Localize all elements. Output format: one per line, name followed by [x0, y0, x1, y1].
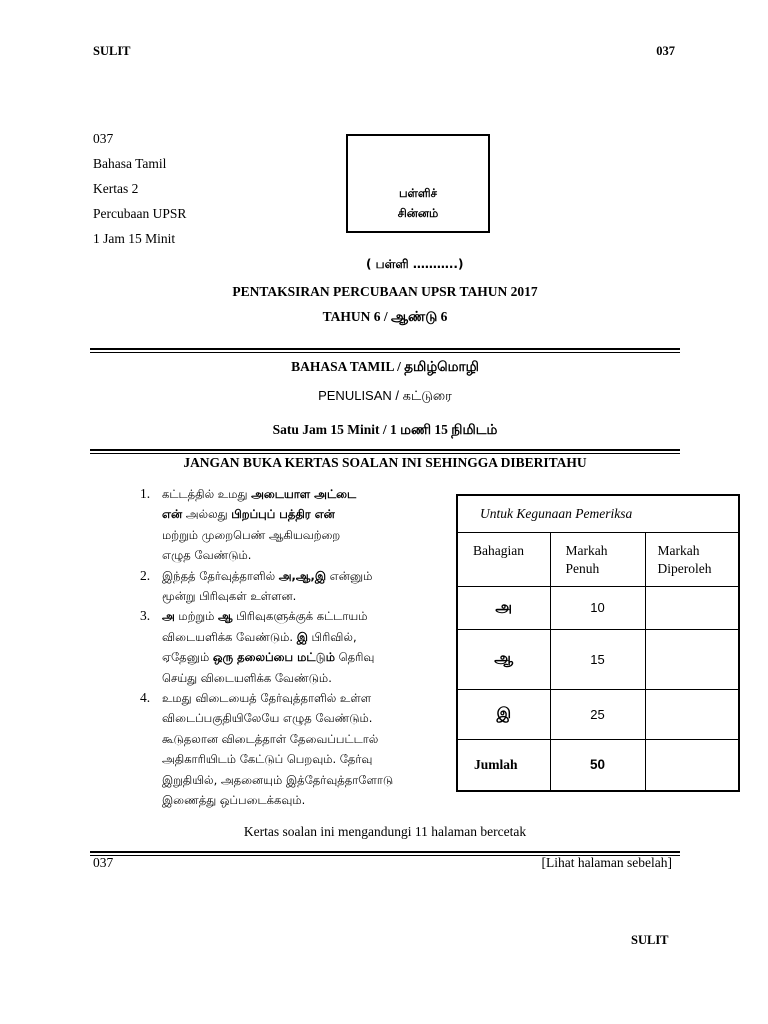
instruction-line — [162, 770, 454, 790]
full-marks-value: 10 — [550, 586, 645, 629]
classification-mark-top: SULIT — [93, 44, 131, 58]
paper-info — [93, 126, 186, 251]
classification-mark-bottom: SULIT — [631, 933, 669, 947]
instruction-text: ஏதேனும் — [162, 650, 213, 665]
exam-duration: 1 Jam 15 Minit — [93, 231, 176, 246]
marks-obtained-cell — [645, 739, 739, 791]
paper-number: Kertas 2 — [93, 181, 139, 196]
instruction-line — [162, 545, 454, 565]
table-title: Untuk Kegunaan Pemeriksa — [457, 495, 739, 532]
instruction-text: பிரிவில், — [307, 629, 357, 644]
instruction-emphasis: அ,ஆ,இ — [278, 568, 327, 583]
subject-name: Bahasa Tamil — [93, 156, 167, 171]
school-name: ( பள்ளி ………..) — [366, 257, 464, 271]
instruction-line — [162, 627, 454, 647]
instruction-emphasis: என் — [162, 507, 183, 522]
instruction-text: எழுத வேண்டும். — [162, 548, 252, 563]
instruction-line — [162, 606, 454, 626]
instruction-line — [162, 586, 454, 606]
paper-code: 037 — [93, 131, 114, 146]
year-level: TAHUN 6 / ஆண்டு 6 — [322, 309, 448, 324]
double-rule — [90, 348, 680, 353]
full-marks-value: 15 — [550, 629, 645, 689]
instruction-text: பிரிவுகளுக்குக் கட்டாயம் — [232, 609, 368, 624]
table-row — [457, 629, 739, 689]
instruction-line — [162, 647, 454, 667]
header-full-marks: Markah Penuh — [550, 532, 645, 586]
section-label: ஆ — [457, 629, 550, 689]
instruction-line — [162, 668, 454, 688]
instruction-emphasis: பிறப்புப் பத்திர என் — [231, 507, 335, 522]
marks-obtained-cell — [645, 629, 739, 689]
instruction-text: கட்டத்தில் உமது — [162, 487, 252, 501]
full-marks-value: 25 — [550, 689, 645, 739]
table-total-row — [457, 739, 739, 791]
instruction-item — [140, 566, 454, 607]
next-page-note: [Lihat halaman sebelah] — [541, 855, 672, 870]
examiner-marks-table — [456, 494, 740, 792]
exam-type: Percubaan UPSR — [93, 206, 187, 221]
instruction-emphasis: ஆ — [218, 609, 233, 624]
table-header-row — [457, 532, 739, 586]
exam-title: PENTAKSIRAN PERCUBAAN UPSR TAHUN 2017 — [232, 284, 538, 299]
subject-title: BAHASA TAMIL / தமிழ்மொழி — [291, 359, 479, 374]
instruction-text: விடைப்பகுதியிலேயே எழுத வேண்டும். — [162, 711, 373, 726]
instruction-text: செய்து விடையளிக்க வேண்டும். — [162, 670, 332, 685]
instruction-number: 3. — [140, 608, 151, 624]
instruction-text: கூடுதலான விடைத்தாள் தேவைப்பட்டால் — [162, 731, 379, 746]
header-marks-obtained: Markah Diperoleh — [645, 532, 739, 586]
section-label: இ — [457, 689, 550, 739]
instruction-text: தெரிவு — [335, 650, 375, 665]
instruction-text: அதிகாரியிடம் கேட்டுப் பெறவும். தேர்வு — [162, 752, 373, 767]
instruction-text: விடையளிக்க வேண்டும். — [162, 629, 297, 644]
instruction-item — [140, 484, 454, 566]
instruction-text-block — [162, 566, 454, 607]
instruction-text: இறுதியில், அதனையும் இத்தேர்வுத்தாளோடு — [162, 772, 394, 787]
instruction-line — [162, 749, 454, 769]
total-label: Jumlah — [457, 739, 550, 791]
instruction-number: 4. — [140, 690, 151, 705]
logo-box-line-1: பள்ளிச் — [398, 186, 437, 200]
instruction-text: அல்லது — [182, 507, 232, 522]
instruction-line — [162, 729, 454, 749]
instruction-text: இந்தத் தேர்வுத்தாளில் — [162, 568, 279, 583]
school-logo-box — [346, 134, 490, 233]
instruction-text-block — [162, 688, 454, 810]
instruction-text: இணைத்து ஒப்படைக்கவும். — [162, 792, 306, 807]
instruction-line — [162, 566, 454, 586]
instruction-emphasis: இ — [296, 629, 308, 644]
table-title-row — [457, 495, 739, 532]
instruction-text: மூன்று பிரிவுகள் உள்ளன. — [162, 588, 297, 603]
section-label: அ — [457, 586, 550, 629]
instruction-text: என்னும் — [326, 568, 373, 583]
instruction-text: உமது விடையைத் தேர்வுத்தாளில் உள்ள — [162, 691, 372, 705]
instruction-emphasis: அ — [162, 609, 175, 624]
logo-box-line-2: சின்னம் — [397, 206, 439, 220]
instruction-emphasis: ஒரு தலைப்பை மட்டும் — [212, 650, 336, 665]
instruction-text: மற்றும் — [174, 609, 219, 624]
table-row — [457, 689, 739, 739]
instruction-text-block — [162, 484, 454, 566]
instruction-number: 1. — [140, 486, 151, 501]
instruction-line — [162, 708, 454, 728]
section-title: PENULISAN / கட்டுரை — [318, 388, 452, 403]
marks-obtained-cell — [645, 689, 739, 739]
instruction-item — [140, 606, 454, 688]
instruction-text: மற்றும் முறைபெண் ஆகியவற்றை — [162, 527, 341, 542]
do-not-open-warning: JANGAN BUKA KERTAS SOALAN INI SEHINGGA DIBERITAHU — [183, 455, 587, 470]
instruction-line — [162, 790, 454, 810]
instruction-item — [140, 688, 454, 810]
total-full-marks: 50 — [550, 739, 645, 791]
instruction-line — [162, 688, 454, 708]
table-row — [457, 586, 739, 629]
marks-obtained-cell — [645, 586, 739, 629]
instruction-emphasis: அடையாள அட்டை — [251, 487, 357, 501]
double-rule — [90, 449, 680, 454]
instruction-number: 2. — [140, 567, 151, 583]
duration-title: Satu Jam 15 Minit / 1 மணி 15 நிமிடம் — [272, 422, 498, 437]
paper-code-bottom: 037 — [93, 855, 114, 870]
instruction-line — [162, 525, 454, 545]
header-section: Bahagian — [457, 532, 550, 586]
paper-code-top: 037 — [656, 44, 675, 58]
instruction-line — [162, 504, 454, 524]
instruction-text-block — [162, 606, 454, 688]
page-count-note: Kertas soalan ini mengandungi 11 halaman bercetak — [243, 824, 527, 839]
instruction-line — [162, 484, 454, 504]
